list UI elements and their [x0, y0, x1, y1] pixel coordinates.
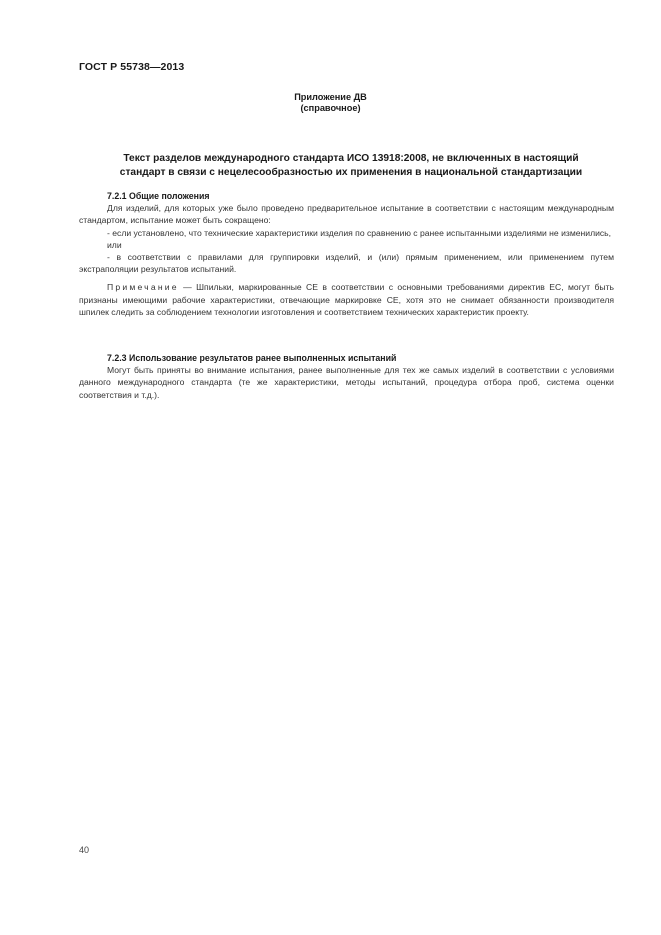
appendix-heading — [0, 92, 661, 114]
paragraph: Для изделий, для которых уже было проведено предварительное испытание в соответствии с настоящим международным стандартом, испытание может быть сокращено: — [79, 203, 614, 226]
section-heading: 7.2.3 Использование результатов ранее выполненных испытаний — [107, 353, 397, 363]
note-text: — Шпильки, маркированные CE в соответствии с основными требованиями директив ЕС, могут быть признаны имеющими рабочие характеристики, отвечающие маркировке CE, хотя это не снимает обязанности производителя шпилек следить за соблюдением технологии изготовления и соответствием технических характеристик проекту. — [79, 282, 614, 317]
document-standard-header: ГОСТ Р 55738—2013 — [79, 61, 185, 73]
paragraph: - если установлено, что технические характеристики изделия по сравнению с ранее испытанными изделиями не изменились, — [107, 227, 612, 238]
appendix-type: (справочное) — [300, 103, 361, 113]
page-number: 40 — [79, 845, 90, 855]
title-line-1: Текст разделов международного стандарта ИСО 13918:2008, не включенных в настоящий — [123, 153, 579, 164]
paragraph: - в соответствии с правилами для группировки изделий, и (или) прямым применением, или применением путем экстраполяции результатов испытаний. — [79, 252, 614, 275]
section-heading: 7.2.1 Общие положения — [107, 191, 210, 201]
section-7-2-1 — [79, 190, 614, 318]
section-7-2-3 — [79, 352, 614, 401]
title-line-2: стандарт в связи с нецелесообразностью их применения в национальной стандартизации — [119, 166, 583, 178]
paragraph: или — [107, 239, 122, 250]
note-paragraph — [79, 281, 614, 318]
note-label: Примечание — [107, 282, 179, 293]
paragraph: Могут быть приняты во внимание испытания, ранее выполненные для тех же самых изделий в соответствии с условиями данного международного стандарта (те же характеристики, методы испытаний, процедура отбора проб, система оценки соответствия и т.д.). — [79, 365, 614, 400]
appendix-label: Приложение ДВ — [294, 92, 367, 102]
appendix-title — [60, 152, 642, 179]
